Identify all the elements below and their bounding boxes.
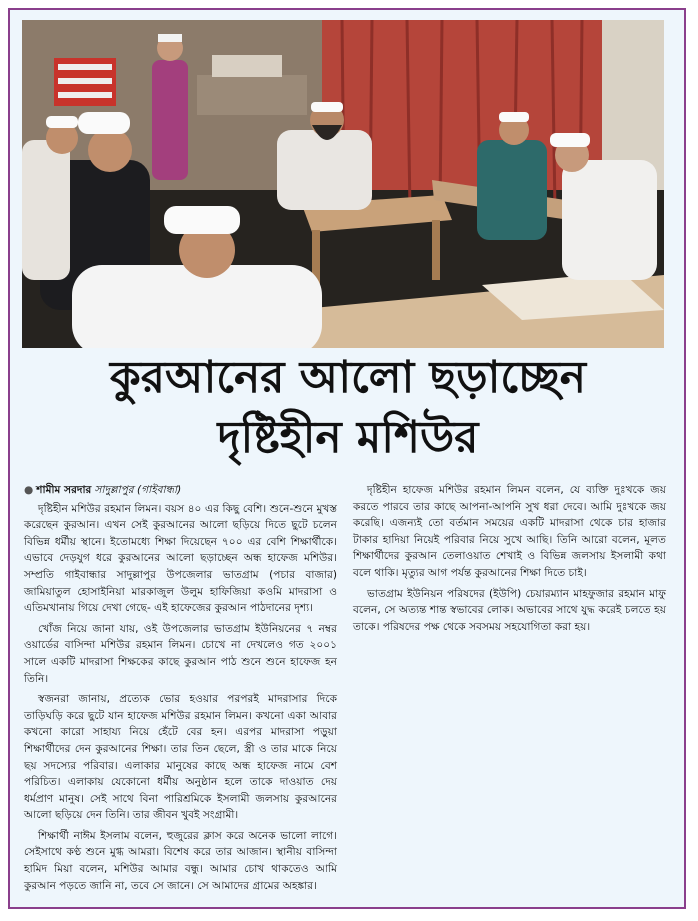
bullet-icon: ●	[24, 484, 34, 496]
classroom-photo	[22, 20, 664, 348]
paragraph: শিক্ষার্থী নাঈম ইসলাম বলেন, হুজুরের ক্লাস করে অনেক ভালো লাগে। সেইসাথে কণ্ঠ শুনে মুগ্ধ আমরা। বিশেষ করে তার আজান। স্থানীয় বাসিন্দা হামিদ মিয়া বলেন, মশিউর আমার বন্ধু। আমার চোখ থাকতেও আমি কুরআন পড়তে জানি না, তবে সে জানে। সে আমাদের গ্রামের অহঙ্কার।	[24, 829, 337, 892]
paragraph: স্বজনরা জানায়, প্রত্যেক ভোর হওয়ার পরপরই মাদরাসার দিকে তাড়িঘড়ি করে ছুটে যান হাফেজ মশিউর রহমান লিমন। কখনো একা আবার কখনো কারো সাহায্য নিয়ে হেঁটে বের হন। এরপর মাদরাসা পড়ুয়া শিক্ষার্থীদের দেন কুরআনের শিক্ষা। তার তিন ছেলে, স্ত্রী ও তার মাকে নিয়ে ছয় সদস্যের পরিবার। এলাকার মানুষের কাছে অন্ধ হাফেজ নামে বেশ পরিচিত। এলাকায় যেকোনো ধর্মীয় অনুষ্ঠান হলে তাকে দাওয়াত দেয় ধর্মপ্রাণ মানুষ। সেই সাথে বিনা পারিশ্রমিকে ইসলামী জলসায় কুরআনের আলো ছড়িয়ে দেন তিনি। তার জীবন খুবই সংগ্রামী।	[24, 693, 337, 822]
article-photo	[22, 20, 664, 348]
headline-line-1: কুরআনের আলো ছড়াচ্ছেন	[109, 352, 587, 403]
paragraph: দৃষ্টিহীন হাফেজ মশিউর রহমান লিমন বলেন, যে ব্যক্তি দুঃখকে জয় করতে পারবে তার কাছে আপনা-আপনি সুখ ধরা দেবে। আমি দুঃখকে জয় করেছি। এজন্যই তো বর্তমান সময়ের একটি মাদরাসা থেকে চার হাজার টাকার হাদিয়া নিয়েই পরিবার নিয়ে সুখে আছি। তিনি আরো বলেন, মূলত শিক্ষার্থীদের কুরআন তেলাওয়াত শেখাই ও বিভিন্ন জলসায় ইসলামী কথা বলে থাকি। মৃত্যুর আগ পর্যন্ত কুরআনের শিক্ষা দিতে চাই।	[353, 484, 666, 579]
paragraph: ভাতগ্রাম ইউনিয়ন পরিষদের (ইউপি) চেয়ারম্যান মাহফুজার রহমান মাফু বলেন, সে অত্যন্ত শান্ত স্বভাবের লোক। অভাবের সাথে যুদ্ধ করেই চলতে হয় তাকে। পরিষদের পক্ষ থেকে সবসময় সহযোগিতা করা হয়।	[353, 587, 666, 633]
byline	[24, 482, 337, 499]
author-location: সাদুল্লাপুর (গাইবান্ধা)	[94, 484, 182, 496]
article-body	[24, 482, 666, 898]
author-name: শামীম সরদার	[36, 484, 92, 496]
paragraph: খোঁজ নিয়ে জানা যায়, ওই উপজেলার ভাতগ্রাম ইউনিয়নের ৭ নম্বর ওয়ার্ডের বাসিন্দা মশিউর রহমান লিমন। চোখে না দেখলেও গত ২০০১ সালে একটি মাদরাসা শিক্ষকের কাছে কুরআন পাঠ শুনে শুনে হাফেজ হন তিনি।	[24, 622, 337, 685]
headline-line-2: দৃষ্টিহীন মশিউর	[217, 412, 479, 463]
paragraph: দৃষ্টিহীন মশিউর রহমান লিমন। বয়স ৪০ এর কিছু বেশি। শুনে-শুনে মুখস্ত করেছেন কুরআন। এখন সেই কুরআনের আলো ছড়িয়ে দিতে ছুটে চলেন বিভিন্ন ধর্মীয় স্থানে। ইতোমধ্যে শিক্ষা দিয়েছেন ৭০০ এর বেশি শিক্ষার্থীকে। এভাবে দেড়যুগ ধরে কুরআনের আলো ছড়াচ্ছেন অন্ধ হাফেজ মশিউর। সম্প্রতি গাইবান্ধার সাদুল্লাপুর উপজেলার ভাতগ্রাম (পচার বাজার) জামিয়াতুল হোসাইনিয়া মারকাজুল উলুম হাফিজিয়া কওমি মাদরাসা ও এতিমখানায় গিয়ে দেখা গেছে- এই হাফেজের কুরআন পাঠদানের দৃশ্য।	[24, 502, 337, 615]
